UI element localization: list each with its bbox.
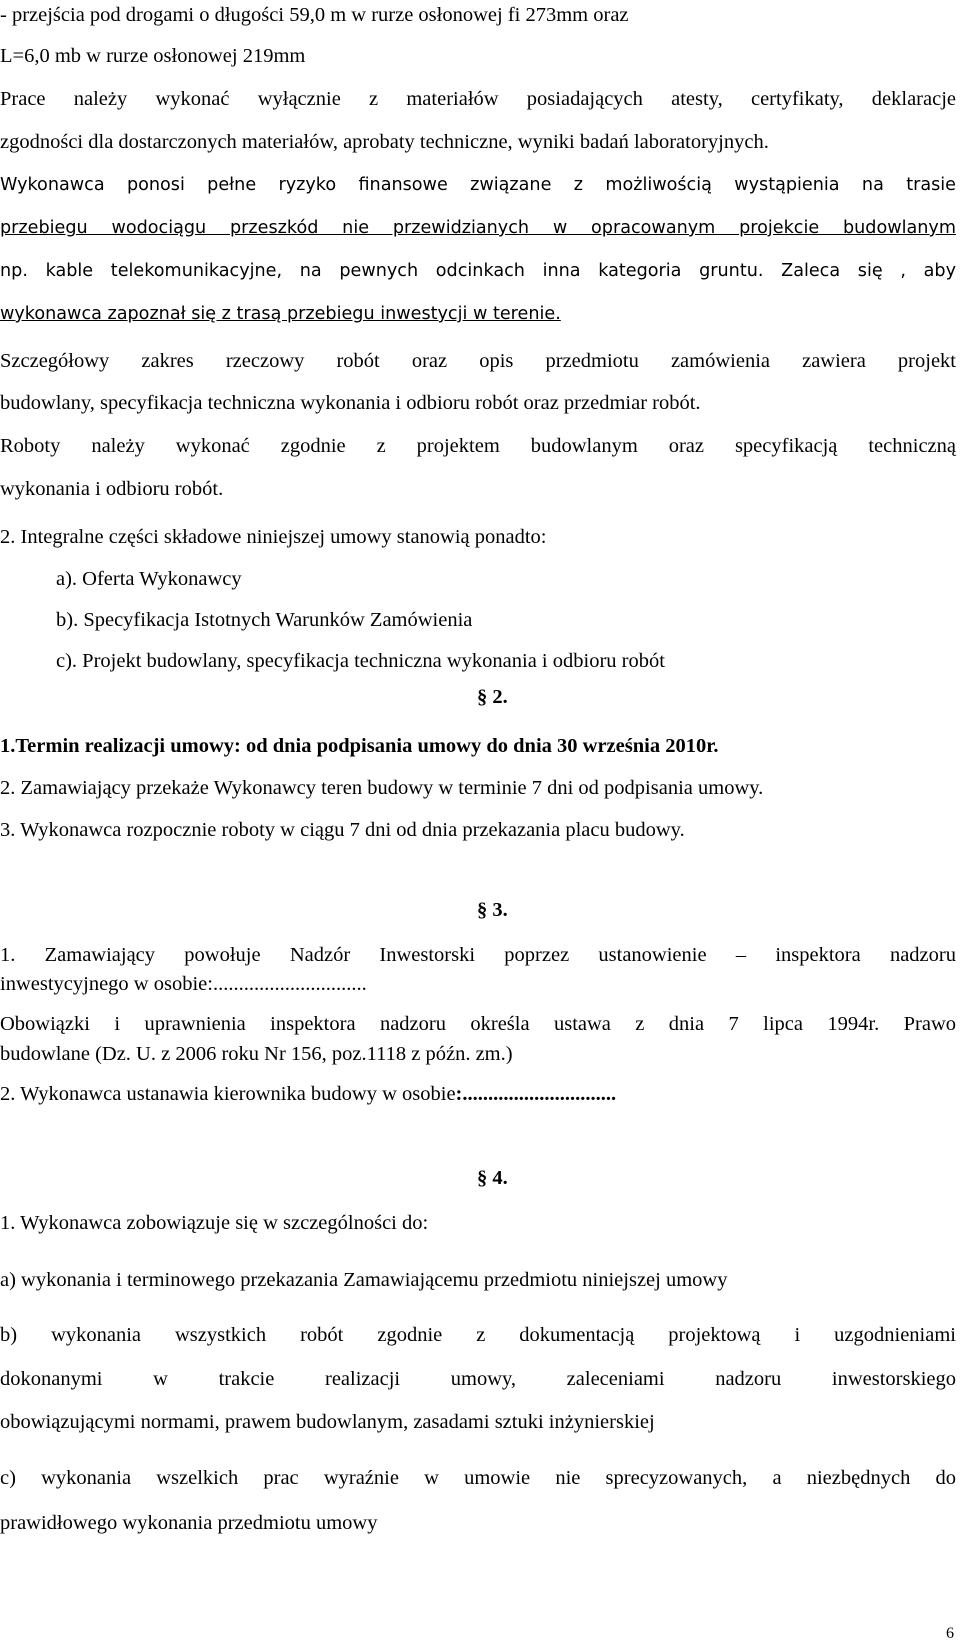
text-line (0, 1081, 956, 1107)
text-line: obowiązującymi normami, prawem budowlanym, zasadami sztuki inżynierskiej (0, 1411, 655, 1433)
text-line: Roboty należy wykonać zgodnie z projektem budowlanym oraz specyfikacją techniczną (0, 435, 956, 457)
page-number: 6 (946, 1625, 954, 1642)
text-line: budowlane (Dz. U. z 2006 roku Nr 156, poz.1118 z późn. zm.) (0, 1043, 513, 1065)
text-line: L=6,0 mb w rurze osłonowej 219mm (0, 45, 306, 67)
text-line: 1. Wykonawca zobowiązuje się w szczególności do: (0, 1212, 429, 1234)
text-line: - przejścia pod drogami o długości 59,0 m w rurze osłonowej fi 273mm oraz (0, 4, 629, 26)
text-line: budowlany, specyfikacja techniczna wykonania i odbioru robót oraz przedmiar robót. (0, 392, 701, 414)
section-heading: § 3. (477, 899, 508, 921)
text-line: dokonanymi w trakcie realizacji umowy, zaleceniami nadzoru inwestorskiego (0, 1368, 956, 1390)
text-line: 2. Integralne części składowe niniejszej umowy stanowią ponadto: (0, 526, 547, 548)
text-line: Prace należy wykonać wyłącznie z materiałów posiadających atesty, certyfikaty, deklaracje (0, 88, 956, 110)
text-line: Wykonawca ponosi pełne ryzyko finansowe związane z możliwością wystąpienia na trasie (0, 175, 956, 195)
list-item: b). Specyfikacja Istotnych Warunków Zamówienia (56, 609, 473, 631)
text-line: Obowiązki i uprawnienia inspektora nadzoru określa ustawa z dnia 7 lipca 1994r. Prawo (0, 1013, 956, 1035)
text-line: prawidłowego wykonania przedmiotu umowy (0, 1512, 378, 1534)
text-line: 2. Zamawiający przekaże Wykonawcy teren budowy w terminie 7 dni od podpisania umowy. (0, 777, 764, 799)
text-line: Szczegółowy zakres rzeczowy robót oraz opis przedmiotu zamówienia zawiera projekt (0, 350, 956, 372)
section-heading: § 2. (477, 686, 508, 708)
text-line: np. kable telekomunikacyjne, na pewnych odcinkach inna kategoria gruntu. Zaleca się , aby (0, 261, 956, 281)
text-line: 1. Zamawiający powołuje Nadzór Inwestorski poprzez ustanowienie – inspektora nadzoru (0, 944, 956, 966)
text-line: 1.Termin realizacji umowy: od dnia podpisania umowy do dnia 30 września 2010r. (0, 735, 719, 757)
text-line: c) wykonania wszelkich prac wyraźnie w umowie nie sprecyzowanych, a niezbędnych do (0, 1467, 956, 1489)
text-line: wykonawca zapoznał się z trasą przebiegu inwestycji w terenie. (0, 304, 561, 324)
text-span: :.............................. (455, 1083, 617, 1105)
text-line: b) wykonania wszystkich robót zgodnie z dokumentacją projektową i uzgodnieniami (0, 1324, 956, 1346)
list-item: c). Projekt budowlany, specyfikacja techniczna wykonania i odbioru robót (56, 650, 665, 672)
text-line: 3. Wykonawca rozpocznie roboty w ciągu 7 dni od dnia przekazania placu budowy. (0, 819, 685, 841)
text-span: 2. Wykonawca ustanawia kierownika budowy w osobie (0, 1083, 456, 1105)
list-item: a). Oferta Wykonawcy (56, 568, 242, 590)
text-line: zgodności dla dostarczonych materiałów, aprobaty techniczne, wyniki badań laboratoryjnych. (0, 131, 769, 153)
section-heading: § 4. (477, 1167, 508, 1189)
text-line: a) wykonania i terminowego przekazania Zamawiającemu przedmiotu niniejszej umowy (0, 1269, 728, 1291)
text-line: wykonania i odbioru robót. (0, 478, 224, 500)
text-line: inwestycyjnego w osobie:.............................. (0, 973, 367, 995)
text-line: przebiegu wodociągu przeszkód nie przewidzianych w opracowanym projekcie budowlanym (0, 218, 956, 238)
